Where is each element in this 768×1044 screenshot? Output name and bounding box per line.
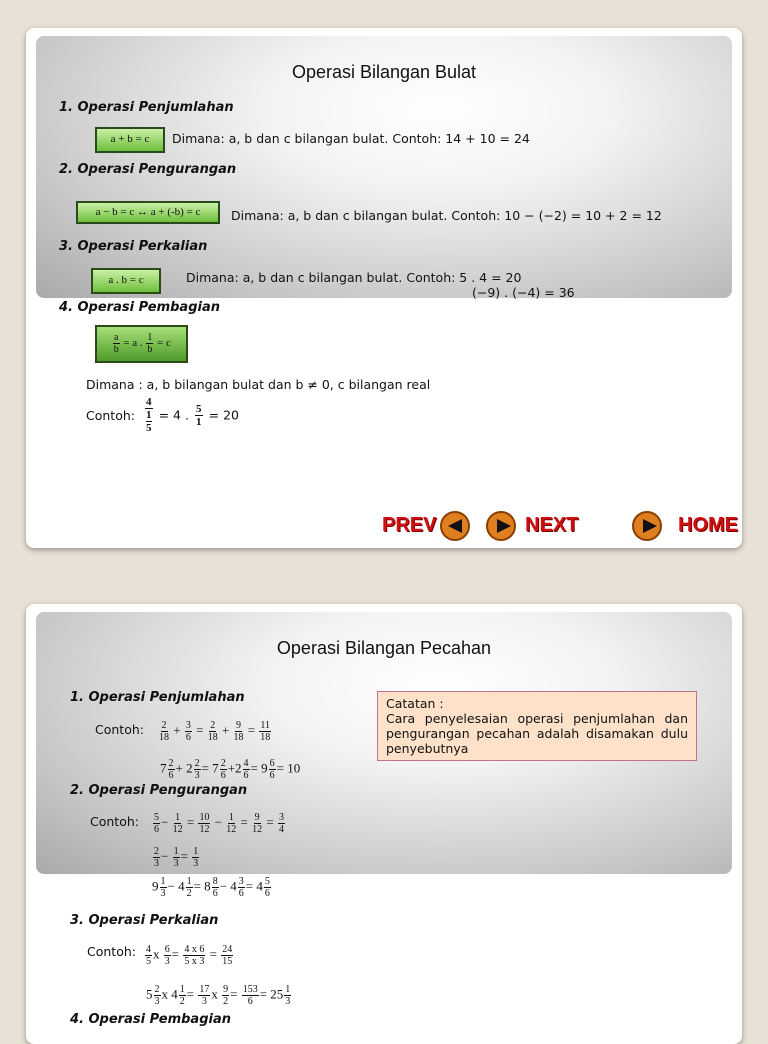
penjumlahan-description: Dimana: a, b dan c bilangan bulat. Contoh: 14 + 10 = 24 bbox=[172, 131, 530, 146]
contoh-label-3: Contoh: bbox=[87, 944, 136, 959]
formula-end: = c bbox=[157, 337, 171, 350]
example-numerator: 4 bbox=[146, 396, 152, 408]
home-arrow-icon[interactable] bbox=[632, 511, 662, 541]
next-arrow-icon[interactable] bbox=[486, 511, 516, 541]
section-heading-perkalian: 3. Operasi Perkalian bbox=[59, 239, 208, 254]
slide-bilangan-bulat bbox=[26, 28, 742, 548]
contoh-label-1: Contoh: bbox=[95, 722, 144, 737]
formula-denominator: b bbox=[113, 344, 119, 355]
formula-one: 1 bbox=[147, 332, 153, 343]
section-heading-pengurangan-2: 2. Operasi Pengurangan bbox=[70, 783, 248, 798]
example-frac-num: 5 bbox=[196, 402, 202, 415]
pengurangan-description: Dimana: a, b dan c bilangan bulat. Contoh: 10 − (−2) = 10 + 2 = 12 bbox=[231, 208, 662, 223]
pembagian-description: Dimana : a, b bilangan bulat dan b ≠ 0, c bilangan real bbox=[86, 377, 431, 392]
section-heading-pengurangan: 2. Operasi Pengurangan bbox=[59, 162, 237, 177]
prev-link[interactable]: PREV bbox=[382, 514, 437, 536]
slide-title-2: Operasi Bilangan Pecahan bbox=[276, 638, 492, 658]
perkalian-example-2: (−9) . (−4) = 36 bbox=[472, 285, 575, 300]
contoh-label-2: Contoh: bbox=[90, 814, 139, 829]
section-heading-penjumlahan-2: 1. Operasi Penjumlahan bbox=[70, 690, 245, 705]
section-heading-pembagian: 4. Operasi Pembagian bbox=[59, 300, 220, 315]
perkalian-description: Dimana: a, b dan c bilangan bulat. Contoh: 5 . 4 = 20 bbox=[186, 270, 522, 285]
penjumlahan-example-1: $\frac{2}{18}$ + $\frac{3}{6}$ = $\frac{2}{18}$ + $\frac{9}{18}$ = $\frac{11}{18}$ bbox=[159, 720, 271, 743]
formula-denominator-2: b bbox=[147, 344, 153, 355]
example-middle: = 4 . bbox=[158, 407, 189, 423]
section-heading-penjumlahan: 1. Operasi Penjumlahan bbox=[59, 100, 234, 115]
formula-perkalian: a . b = c bbox=[91, 268, 161, 294]
example-frac-den: 1 bbox=[196, 415, 202, 428]
prev-arrow-icon[interactable] bbox=[440, 511, 470, 541]
catatan-note-box: Catatan : Cara penyelesaian operasi penjumlahan dan pengurangan pecahan adalah disamakan dulu penyebutnya bbox=[377, 691, 697, 761]
home-link[interactable]: HOME bbox=[678, 514, 738, 536]
section-heading-perkalian-2: 3. Operasi Perkalian bbox=[70, 913, 219, 928]
slide-title: Operasi Bilangan Bulat bbox=[291, 62, 477, 82]
perkalian-example-2: 5 $\frac{2}{3}$ x 4 $\frac{1}{2}$ = $\frac{17}{3}$ x $\frac{9}{2}$ = $\frac{153}{6}$ = 25 $\frac{1}{3}$ bbox=[146, 984, 291, 1007]
penjumlahan-example-2: 7 $\frac{2}{6}$ + 2 $\frac{2}{3}$ = 7 $\frac{2}{6}$ +2 $\frac{4}{6}$ = 9 $\frac{6}{6}$ = 10 bbox=[160, 758, 301, 781]
perkalian-example-1: $\frac{4}{5}$ x $\frac{6}{3}$ = $\frac{4 x 6}{5 x 3}$ = $\frac{24}{15}$ bbox=[146, 944, 233, 967]
formula-numerator: a bbox=[114, 332, 119, 343]
next-link[interactable]: NEXT bbox=[525, 514, 579, 536]
pembagian-example-math bbox=[144, 396, 239, 434]
pengurangan-example-3: 9 $\frac{1}{3}$ − 4 $\frac{1}{2}$ = 8 $\frac{8}{6}$ − 4 $\frac{3}{6}$ = 4 $\frac{5}{6}$ bbox=[152, 876, 270, 899]
formula-middle: = a . bbox=[123, 337, 143, 350]
pengurangan-example-2: $\frac{2}{3}$ − $\frac{1}{3}$ = $\frac{1}{3}$ bbox=[154, 846, 199, 869]
section-heading-pembagian-2: 4. Operasi Pembagian bbox=[70, 1012, 231, 1027]
slide-bilangan-pecahan bbox=[26, 604, 742, 1044]
formula-penjumlahan: a + b = c bbox=[95, 127, 165, 153]
pengurangan-example-1: $\frac{5}{6}$ − $\frac{1}{12}$ = $\frac{10}{12}$ − $\frac{1}{12}$ = $\frac{9}{12}$ = $\frac{3}{4}$ bbox=[154, 812, 284, 835]
pembagian-example-label: Contoh: bbox=[86, 408, 135, 423]
example-result: = 20 bbox=[208, 407, 239, 423]
example-den-denominator: 5 bbox=[146, 422, 152, 434]
formula-pengurangan: a − b = c ↔ a + (-b) = c bbox=[76, 201, 220, 224]
formula-pembagian bbox=[95, 325, 188, 363]
example-den-numerator: 1 bbox=[146, 409, 152, 421]
